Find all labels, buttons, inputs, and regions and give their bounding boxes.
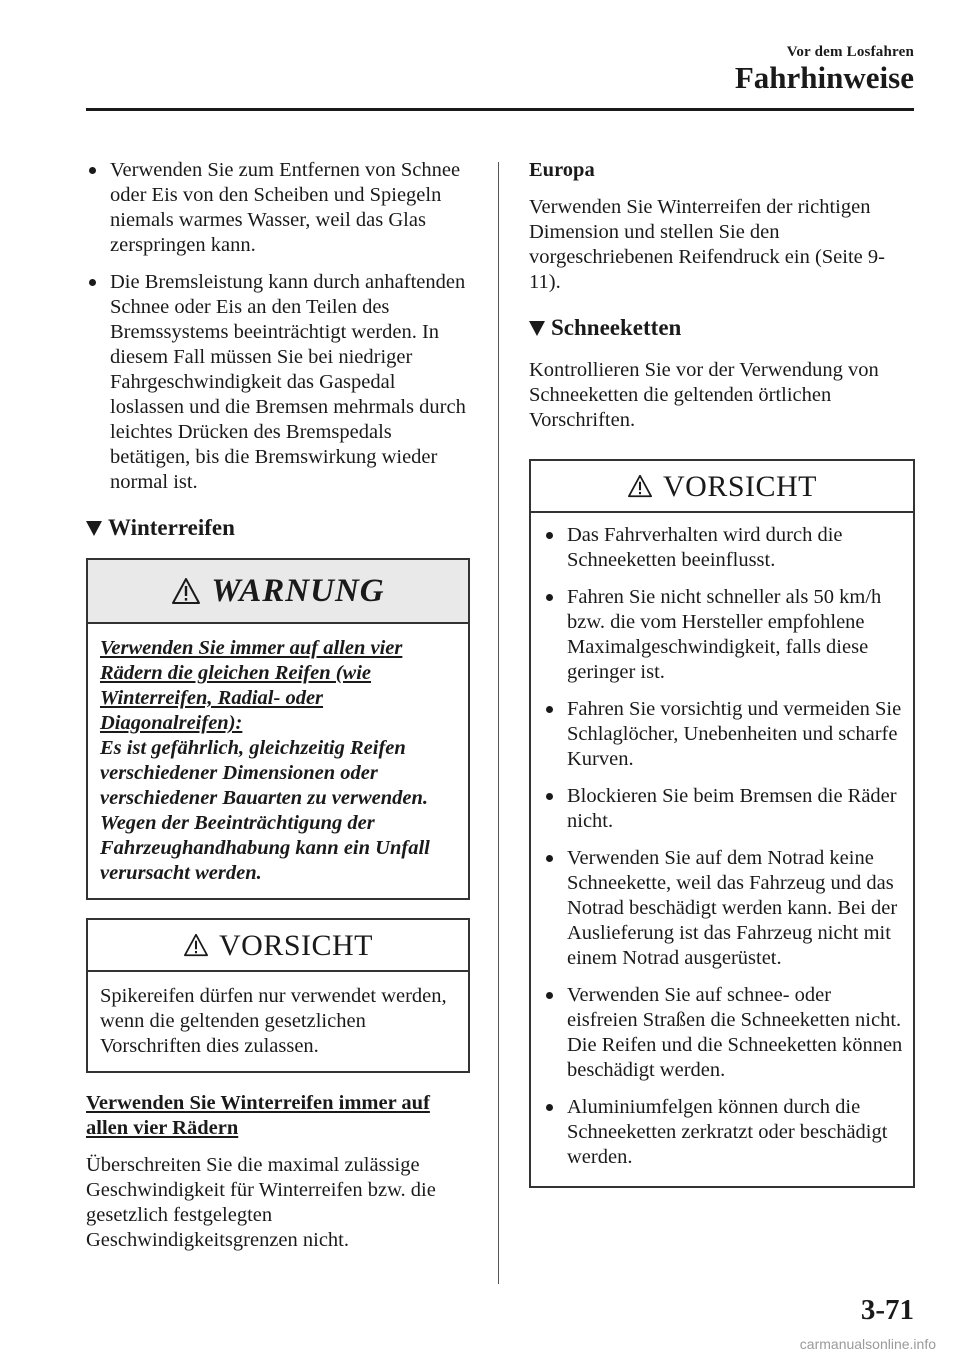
warning-label: WARNUNG bbox=[211, 572, 385, 609]
bullet-text: Verwenden Sie auf dem Notrad keine Schneekette, weil das Fahrzeug und das Notrad beschädigt werden kann. Bei der Auslieferung ist das Fahrzeug nicht mit einem Notrad ausgerüstet. bbox=[567, 847, 898, 969]
caution-label: VORSICHT bbox=[218, 928, 373, 962]
section-heading-schneeketten bbox=[529, 315, 915, 340]
caution-box-body bbox=[88, 972, 468, 1071]
bullet-icon bbox=[89, 167, 96, 174]
subheading-all-wheels: Verwenden Sie Winterreifen immer auf allen vier Rädern bbox=[86, 1092, 430, 1139]
speed-limit-paragraph: Überschreiten Sie die maximal zulässige Geschwindigkeit für Winterreifen bzw. die gesetzlich festgelegten Geschwindigkeitsgrenzen nicht. bbox=[86, 1154, 436, 1251]
caution-text: Spikereifen dürfen nur verwendet werden, wenn die geltenden gesetzlichen Vorschriften dies zulassen. bbox=[100, 985, 447, 1057]
triangle-down-icon bbox=[86, 521, 102, 536]
bullet-text: Aluminiumfelgen können durch die Schneeketten zerkratzt oder beschädigt werden. bbox=[567, 1096, 888, 1168]
warning-triangle-icon bbox=[627, 474, 653, 498]
bullet-text: Verwenden Sie auf schnee- oder eisfreien Straßen die Schneeketten nicht. Die Reifen und die Schneeketten können beschädigt werden. bbox=[567, 984, 903, 1081]
bullet-text: Fahren Sie nicht schneller als 50 km/h bzw. die vom Hersteller empfohlene Maximalgeschwindigkeit, falls diese geringer ist. bbox=[567, 586, 882, 683]
list-item bbox=[543, 697, 903, 772]
list-item bbox=[543, 1095, 903, 1170]
bullet-icon bbox=[546, 532, 553, 539]
warning-triangle-icon bbox=[183, 933, 209, 957]
bullet-icon bbox=[546, 706, 553, 713]
warning-box bbox=[86, 558, 470, 900]
triangle-down-icon bbox=[529, 321, 545, 336]
list-item bbox=[543, 846, 903, 971]
list-item bbox=[543, 983, 903, 1083]
column-divider bbox=[498, 162, 499, 1284]
watermark-text: carmanualsonline.info bbox=[799, 1336, 936, 1352]
list-item bbox=[543, 523, 903, 573]
bullet-icon bbox=[546, 855, 553, 862]
left-column bbox=[86, 158, 470, 1267]
bullet-text: Blockieren Sie beim Bremsen die Räder nicht. bbox=[567, 785, 897, 832]
bullet-icon bbox=[546, 793, 553, 800]
page-title: Fahrhinweise bbox=[734, 60, 914, 95]
bullet-text: Fahren Sie vorsichtig und vermeiden Sie Schlaglöcher, Unebenheiten und scharfe Kurven. bbox=[567, 698, 902, 770]
snow-chain-intro: Kontrollieren Sie vor der Verwendung von Schneeketten die geltenden örtlichen Vorschriften. bbox=[529, 359, 879, 431]
bullet-text: Die Bremsleistung kann durch anhaftenden Schnee oder Eis an den Teilen des Bremssystems beeinträchtigt werden. In diesem Fall müssen Sie bei niedriger Fahrgeschwindigkeit das Gaspedal loslassen und die Bremsen mehrmals durch leichtes Drücken des Bremspedals betätigen, bis die Bremswirkung wieder normal ist. bbox=[110, 271, 466, 493]
warning-text: Es ist gefährlich, gleichzeitig Reifen verschiedener Dimensionen oder verschiedener Bauarten zu verwenden. Wegen der Beeinträchtigung der Fahrzeughandhabung kann ein Unfall verursacht werden. bbox=[100, 737, 430, 884]
caution-box-spikes bbox=[86, 918, 470, 1073]
section-heading-text: Schneeketten bbox=[551, 315, 682, 340]
section-heading-winterreifen bbox=[86, 515, 470, 540]
caution-box-body bbox=[531, 513, 913, 1186]
caution-bullet-list bbox=[543, 523, 903, 1170]
section-heading-text: Winterreifen bbox=[108, 515, 235, 540]
bullet-icon bbox=[546, 1104, 553, 1111]
warning-triangle-icon bbox=[171, 577, 201, 605]
caution-box-snow-chains bbox=[529, 459, 915, 1188]
list-item bbox=[86, 270, 470, 495]
bullet-text: Verwenden Sie zum Entfernen von Schnee oder Eis von den Scheiben und Spiegeln niemals warmes Wasser, weil das Glas zerspringen kann. bbox=[110, 159, 461, 256]
bullet-text: Das Fahrverhalten wird durch die Schneeketten beeinflusst. bbox=[567, 524, 843, 571]
bullet-icon bbox=[546, 992, 553, 999]
header-rule bbox=[86, 108, 914, 111]
region-paragraph: Verwenden Sie Winterreifen der richtigen Dimension und stellen Sie den vorgeschriebenen Reifendruck ein (Seite 9-11). bbox=[529, 196, 885, 293]
warning-box-body bbox=[88, 624, 468, 898]
warning-box-header bbox=[88, 560, 468, 624]
list-item bbox=[543, 585, 903, 685]
right-column bbox=[529, 158, 915, 1206]
page-number: 3-71 bbox=[860, 1294, 914, 1326]
caution-box-header bbox=[531, 461, 913, 513]
caution-label: VORSICHT bbox=[662, 469, 817, 503]
warning-underlined-text: Verwenden Sie immer auf allen vier Rädern die gleichen Reifen (wie Winterreifen, Radial- oder Diagonalreifen): bbox=[100, 637, 403, 734]
list-item bbox=[543, 784, 903, 834]
bullet-icon bbox=[89, 279, 96, 286]
list-item bbox=[86, 158, 470, 258]
chapter-name: Vor dem Losfahren bbox=[786, 44, 914, 60]
region-heading: Europa bbox=[529, 159, 595, 181]
bullet-icon bbox=[546, 594, 553, 601]
caution-box-header bbox=[88, 920, 468, 972]
left-bullet-list bbox=[86, 158, 470, 495]
